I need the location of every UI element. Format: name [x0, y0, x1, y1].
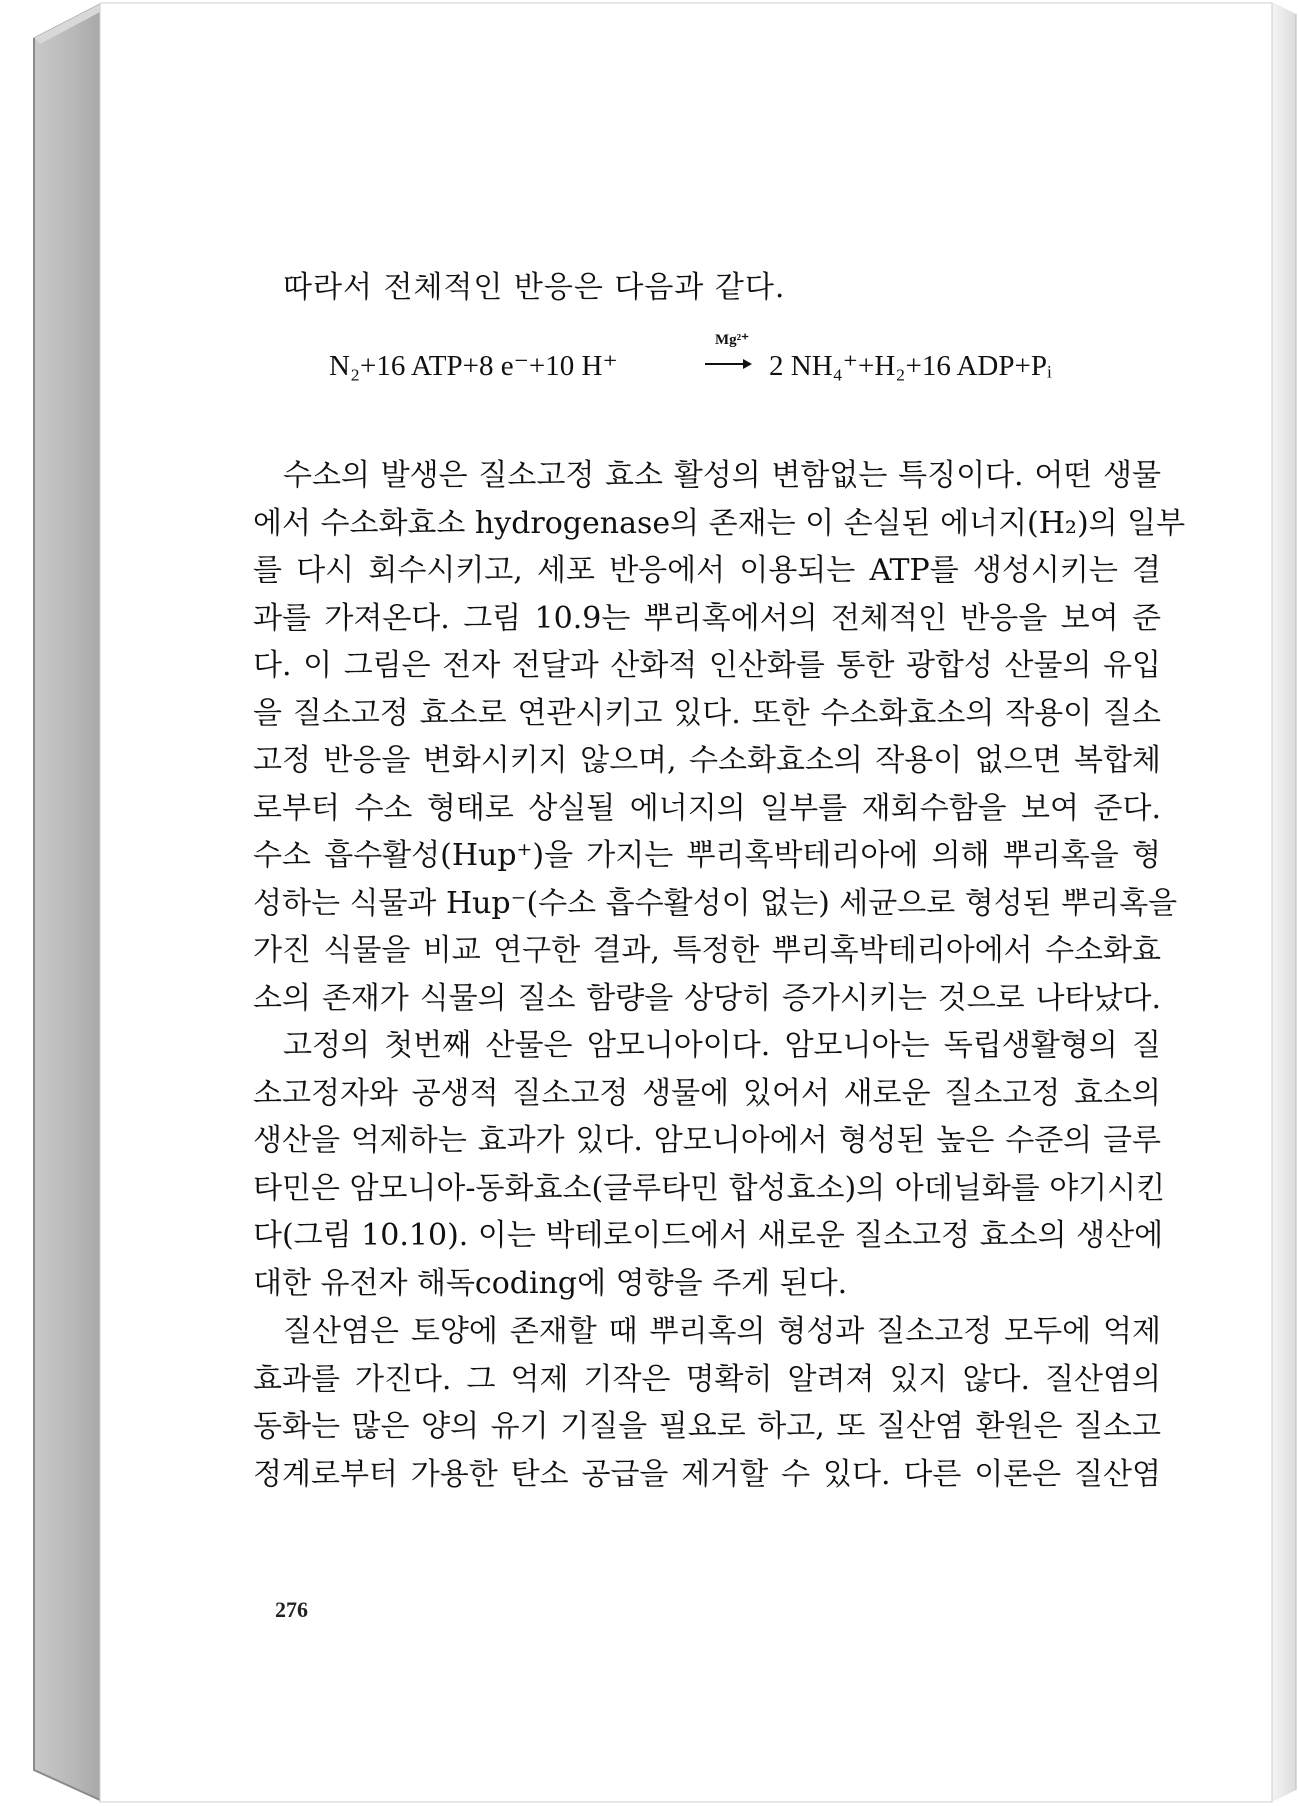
text-line: 에서 수소화효소 hydrogenase의 존재는 이 손실된 에너지(H₂)의 일부 [253, 505, 1186, 541]
text-line: 수소의 발생은 질소고정 효소 활성의 변함없는 특징이다. 어떤 생물 [283, 458, 1161, 493]
reaction-equation [329, 330, 1089, 390]
text-line: 정계로부터 가용한 탄소 공급을 제거할 수 있다. 다른 이론은 질산염 [253, 1456, 1161, 1492]
text-line: 가진 식물을 비교 연구한 결과, 특정한 뿌리혹박테리아에서 수소화효 [253, 933, 1161, 968]
equation-reactants: N₂+16 ATP+8 e⁻+10 H⁺ [329, 350, 618, 382]
text-line: 을 질소고정 효소로 연관시키고 있다. 또한 수소화효소의 작용이 질소 [253, 695, 1161, 731]
text-line: 소의 존재가 식물의 질소 함량을 상당히 증가시키는 것으로 나타났다. [253, 980, 1161, 1016]
text-line: 질산염은 토양에 존재할 때 뿌리혹의 형성과 질소고정 모두에 억제 [283, 1314, 1161, 1349]
text-line: 수소 흡수활성(Hup⁺)을 가지는 뿌리혹박테리아에 의해 뿌리혹을 형 [253, 838, 1161, 873]
equation-catalyst: Mg²⁺ [715, 332, 750, 348]
text-line: 소고정자와 공생적 질소고정 생물에 있어서 새로운 질소고정 효소의 [253, 1075, 1161, 1111]
text-line: 다. 이 그림은 전자 전달과 산화적 인산화를 통한 광합성 산물의 유입 [253, 648, 1161, 683]
text-line: 로부터 수소 형태로 상실될 에너지의 일부를 재회수함을 보여 준다. [253, 790, 1161, 826]
text-line: 타민은 암모니아-동화효소(글루타민 합성효소)의 아데닐화를 야기시킨 [253, 1170, 1166, 1206]
text-line: 를 다시 회수시키고, 세포 반응에서 이용되는 ATP를 생성시키는 결 [253, 553, 1161, 588]
text-line: 과를 가져온다. 그림 10.9는 뿌리혹에서의 전체적인 반응을 보여 준 [253, 600, 1161, 636]
paragraph-3 [253, 1308, 1161, 1498]
paragraph-1 [253, 452, 1186, 1022]
text-line: 다(그림 10.10). 이는 박테로이드에서 새로운 질소고정 효소의 생산에 [253, 1218, 1164, 1253]
text-line: 성하는 식물과 Hup⁻(수소 흡수활성이 없는) 세균으로 형성된 뿌리혹을 [253, 885, 1178, 921]
text-line: 동화는 많은 양의 유기 기질을 필요로 하고, 또 질산염 환원은 질소고 [253, 1409, 1161, 1444]
text-line: 효과를 가진다. 그 억제 기작은 명확히 알려져 있지 않다. 질산염의 [253, 1361, 1161, 1397]
page-number: 276 [275, 1597, 308, 1622]
intro-sentence: 따라서 전체적인 반응은 다음과 같다. [283, 270, 786, 305]
text-line: 생산을 억제하는 효과가 있다. 암모니아에서 형성된 높은 수준의 글루 [253, 1123, 1161, 1158]
equation-products: 2 NH₄⁺+H₂+16 ADP+Pᵢ [769, 350, 1052, 382]
text-line: 고정 반응을 변화시키지 않으며, 수소화효소의 작용이 없으면 복합체 [253, 743, 1161, 778]
text-line: 대한 유전자 해독coding에 영향을 주게 된다. [253, 1265, 848, 1301]
paragraph-2 [253, 1022, 1166, 1307]
text-line: 고정의 첫번째 산물은 암모니아이다. 암모니아는 독립생활형의 질 [283, 1028, 1161, 1063]
reaction-arrow-icon [703, 354, 753, 374]
